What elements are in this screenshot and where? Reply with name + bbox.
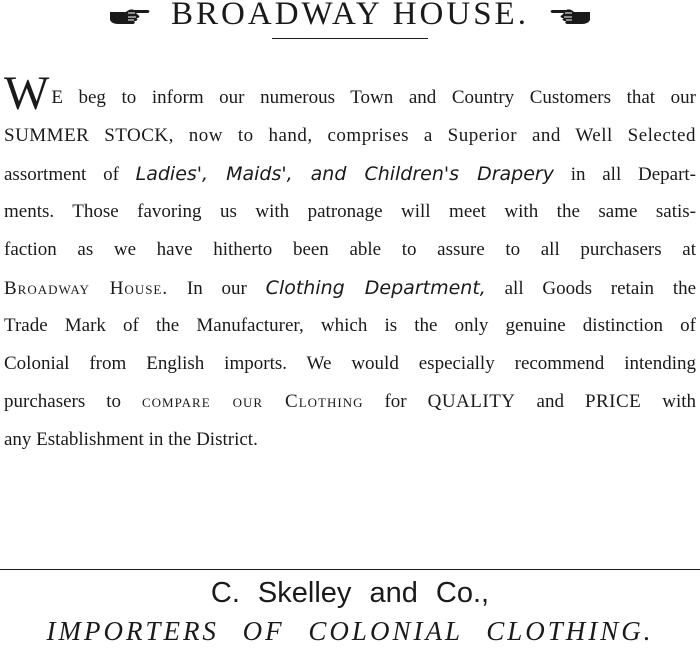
compare-clothing-emphasis: compare our Clothing (141, 391, 364, 412)
body-text: purchasers to (4, 391, 121, 412)
body-line-8 (4, 345, 696, 383)
body-text: SUMMER STOCK, now to hand, comprises a Superior and Well Selected (4, 125, 696, 146)
company-tagline: IMPORTERS OF COLONIAL CLOTHING. (46, 616, 654, 646)
company-name: C. Skelley and Co., (210, 577, 490, 609)
body-text: and (536, 391, 564, 412)
price-emphasis: PRICE (584, 391, 642, 412)
title-underline (272, 38, 428, 39)
body-line-3 (4, 155, 696, 193)
pointing-hand-left-icon (548, 4, 592, 26)
section-divider (0, 569, 700, 570)
body-text: in all Depart- (570, 164, 696, 185)
announcement-body (4, 67, 697, 459)
drapery-emphasis: Ladies', Maids', and Children's Drapery (135, 163, 554, 185)
body-line-1 (4, 67, 696, 120)
body-text: assortment of (4, 164, 119, 185)
store-name: Broadway House. (4, 278, 169, 299)
body-line-9 (4, 383, 696, 421)
body-line-6 (4, 269, 696, 307)
body-text: all Goods retain the (504, 278, 697, 299)
page-title: BROADWAY HOUSE. (171, 0, 529, 32)
body-text: faction as we have hitherto been able to assure to all purchasers at (4, 239, 696, 260)
body-line-10 (4, 421, 696, 459)
clothing-department-emphasis: Clothing Department, (265, 277, 486, 299)
masthead (0, 0, 700, 46)
pointing-hand-right-icon (108, 4, 152, 26)
body-line-7 (4, 307, 696, 345)
body-text: Trade Mark of the Manufacturer, which is the only genuine distinction of (4, 315, 696, 336)
body-text: In our (186, 278, 247, 299)
body-text: with (662, 391, 697, 412)
body-line-2 (4, 117, 696, 155)
body-text: for (384, 391, 407, 412)
body-text: any Establishment in the District. (4, 429, 258, 450)
body-line-5 (4, 231, 696, 269)
body-text: ments. Those favoring us with patronage will meet with the same satis- (4, 201, 696, 222)
drop-cap: W (4, 67, 50, 120)
body-text: Colonial from English imports. We would especially recommend intending (4, 353, 696, 374)
body-text: E beg to inform our numerous Town and Country Customers that our (51, 87, 696, 108)
body-line-4 (4, 193, 696, 231)
quality-emphasis: QUALITY (427, 391, 516, 412)
